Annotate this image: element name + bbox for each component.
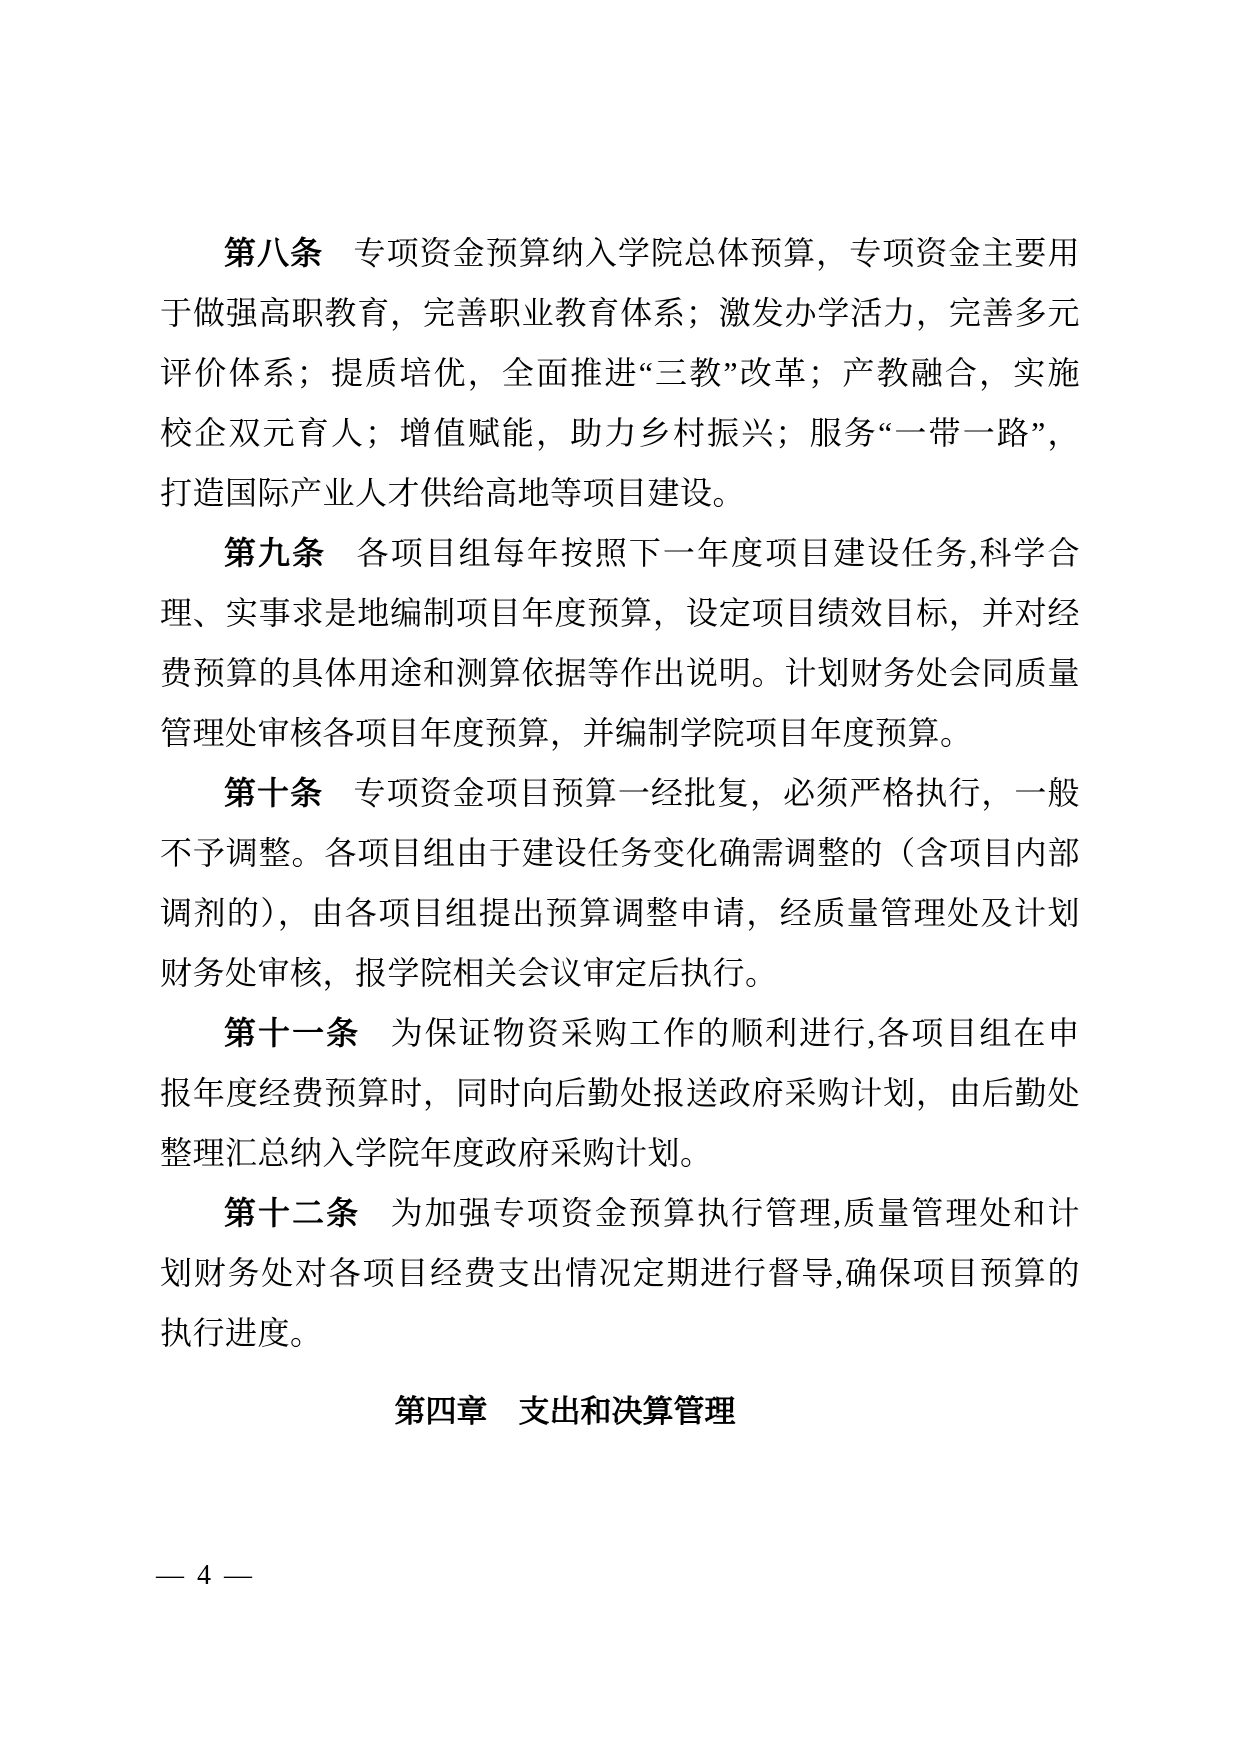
article-number: 第十一条	[224, 1015, 361, 1051]
text-line: 整理汇总纳入学院年度政府采购计划。	[160, 1135, 713, 1171]
article-paragraph	[160, 1183, 1080, 1363]
article-number: 第九条	[224, 535, 327, 571]
article-text: 专项资金预算纳入学院总体预算，专项资金主要用	[353, 235, 1080, 271]
text-line: 费预算的具体用途和测算依据等作出说明。计划财务处会同质量	[160, 655, 1080, 691]
text-line: 打造国际产业人才供给高地等项目建设。	[160, 475, 746, 511]
text-line: 管理处审核各项目年度预算，并编制学院项目年度预算。	[160, 715, 973, 751]
article-number: 第十条	[224, 775, 324, 811]
page-number: — 4 —	[156, 1560, 255, 1591]
article-text: 各项目组每年按照下一年度项目建设任务,科学合	[356, 535, 1080, 571]
text-line	[160, 1003, 1080, 1063]
article-paragraph	[160, 223, 1080, 523]
text-line	[160, 523, 1080, 583]
text-line: 调剂的），由各项目组提出预算调整申请，经质量管理处及计划	[160, 895, 1080, 931]
text-line	[160, 1183, 1080, 1243]
article-paragraph	[160, 523, 1080, 763]
text-line	[160, 763, 1080, 823]
text-line	[160, 223, 1080, 283]
text-line: 校企双元育人；增值赋能，助力乡村振兴；服务“一带一路”，	[160, 415, 1080, 451]
text-line: 报年度经费预算时，同时向后勤处报送政府采购计划，由后勤处	[160, 1075, 1080, 1111]
text-line: 不予调整。各项目组由于建设任务变化确需调整的（含项目内部	[160, 835, 1080, 871]
text-line: 评价体系；提质培优，全面推进“三教”改革；产教融合，实施	[160, 355, 1080, 391]
article-text: 为加强专项资金预算执行管理,质量管理处和计	[390, 1195, 1080, 1231]
article-paragraph	[160, 763, 1080, 1003]
body-text	[160, 223, 1080, 1363]
article-number: 第八条	[224, 235, 324, 271]
text-line: 执行进度。	[160, 1315, 323, 1351]
article-text: 专项资金项目预算一经批复，必须严格执行，一般	[353, 775, 1080, 811]
text-line: 理、实事求是地编制项目年度预算，设定项目绩效目标，并对经	[160, 595, 1080, 631]
chapter-heading: 第四章 支出和决算管理	[394, 1394, 736, 1429]
article-text: 为保证物资采购工作的顺利进行,各项目组在申	[390, 1015, 1080, 1051]
text-line: 于做强高职教育，完善职业教育体系；激发办学活力，完善多元	[160, 295, 1080, 331]
text-line: 划财务处对各项目经费支出情况定期进行督导,确保项目预算的	[160, 1255, 1080, 1291]
text-line: 财务处审核，报学院相关会议审定后执行。	[160, 955, 778, 991]
article-paragraph	[160, 1003, 1080, 1183]
article-number: 第十二条	[224, 1195, 361, 1231]
